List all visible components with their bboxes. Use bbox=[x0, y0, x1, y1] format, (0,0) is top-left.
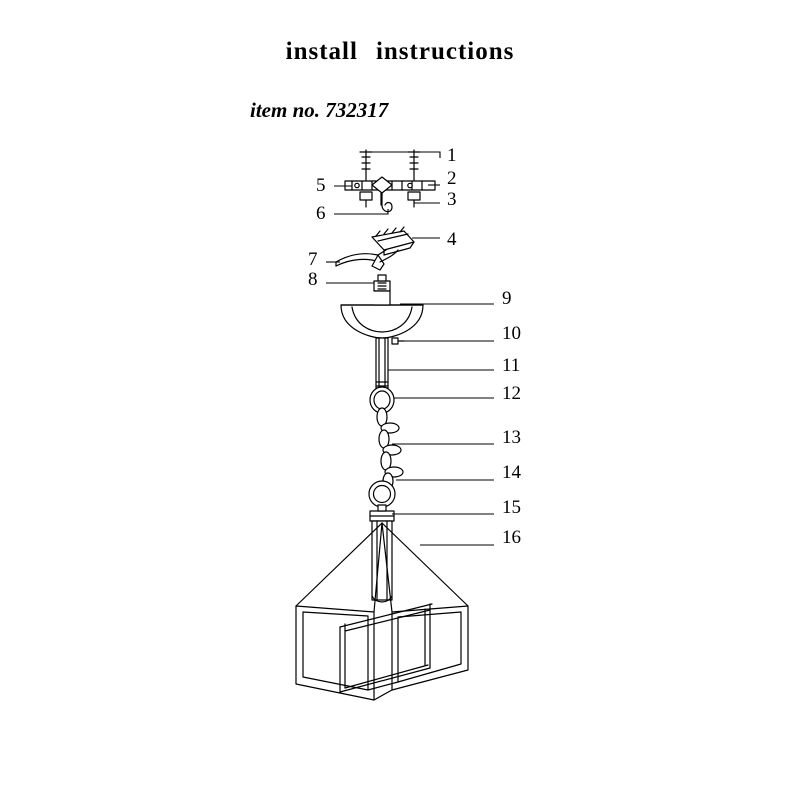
callout-number: 5 bbox=[316, 175, 326, 196]
callout-number: 7 bbox=[308, 249, 318, 270]
callout-number: 11 bbox=[502, 355, 521, 376]
page-title-word-1: install bbox=[285, 38, 358, 65]
callout-number: 10 bbox=[502, 323, 521, 344]
item-number: item no. 732317 bbox=[250, 98, 389, 122]
callout-number: 1 bbox=[447, 145, 457, 166]
callout-number: 9 bbox=[502, 288, 512, 309]
callout-number: 2 bbox=[447, 168, 457, 189]
callout-number: 4 bbox=[447, 229, 457, 250]
callout-number: 8 bbox=[308, 269, 318, 290]
callout-number: 15 bbox=[502, 497, 521, 518]
callout-number: 16 bbox=[502, 527, 521, 548]
callout-number: 12 bbox=[502, 383, 521, 404]
callout-number: 3 bbox=[447, 189, 457, 210]
callout-number: 13 bbox=[502, 427, 521, 448]
callout-number: 14 bbox=[502, 462, 521, 483]
callout-number: 6 bbox=[316, 203, 326, 224]
page-title-word-2: instructions bbox=[375, 38, 515, 65]
